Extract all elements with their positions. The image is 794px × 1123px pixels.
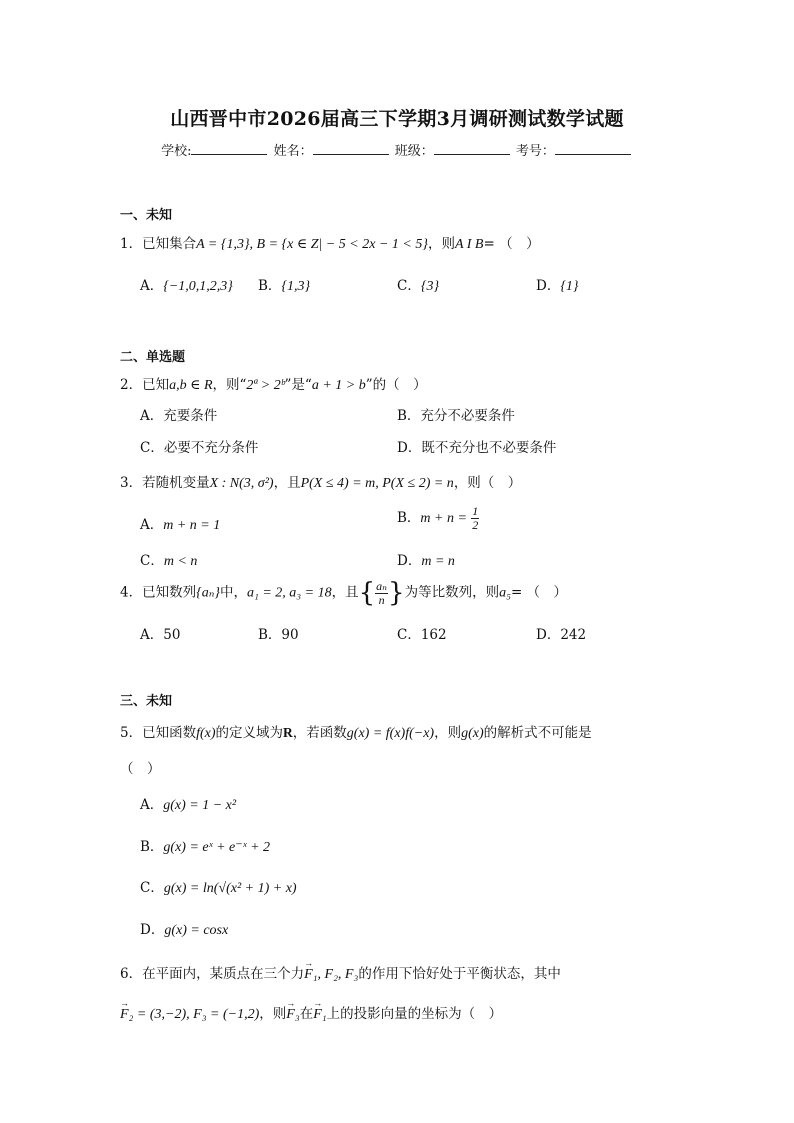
option-c <box>140 549 197 570</box>
stem-math: 2ª > 2ᵇ <box>246 378 285 393</box>
stem-text: = （ ） <box>483 236 540 252</box>
option-label: C． <box>397 278 421 294</box>
question-number: 3． <box>120 475 143 491</box>
fraction-numerator: 1 <box>472 504 479 518</box>
class-blank <box>434 142 510 155</box>
stem-math: a₁ = 2, a₃ = 18 <box>246 585 332 601</box>
stem-math: g(x) = f(x)f(−x) <box>346 726 435 741</box>
fraction-an-over-n <box>375 580 388 607</box>
option-text: 充要条件 <box>163 408 218 424</box>
option-a <box>140 274 233 295</box>
stem-text: ，则 <box>427 236 455 252</box>
option-text: m < n <box>163 554 198 569</box>
option-text: {1} <box>560 279 579 294</box>
option-label: A． <box>140 517 164 533</box>
option-label: C． <box>140 880 164 896</box>
option-d <box>536 623 586 643</box>
stem-text: ，则（ ） <box>453 475 522 491</box>
option-label: B． <box>397 408 421 424</box>
stem-math: R <box>283 725 293 740</box>
stem-text: 已知函数 <box>142 725 197 741</box>
name-label: 姓名： <box>273 144 313 159</box>
fraction-denominator: n <box>378 592 385 607</box>
stem-math: A I B <box>454 237 484 252</box>
option-a <box>140 404 217 424</box>
section-heading: 二、单选题 <box>120 350 186 365</box>
question-number: 4． <box>120 584 143 601</box>
question-number: 2． <box>120 377 143 393</box>
question-number: 1． <box>120 236 143 252</box>
option-label: C． <box>140 440 164 456</box>
option-label: D． <box>397 440 422 456</box>
name-blank <box>313 142 389 155</box>
stem-math: g(x) <box>461 726 484 741</box>
option-d <box>397 549 455 570</box>
option-label: D． <box>536 627 561 643</box>
option-a <box>140 793 236 814</box>
option-text: 242 <box>560 627 587 643</box>
stem-math: → F₃ <box>286 1007 299 1023</box>
option-label: A． <box>140 627 164 643</box>
option-c <box>397 623 447 643</box>
option-text: {−1,0,1,2,3} <box>163 279 233 294</box>
option-text: m = n <box>421 554 455 569</box>
page-title: 山西晋中市2026届高三下学期3月调研测试数学试题 <box>170 108 624 130</box>
question-3-stem <box>120 471 521 492</box>
option-text: 既不充分也不必要条件 <box>421 440 557 456</box>
option-label: C． <box>397 627 421 643</box>
question-5-stem <box>120 721 592 742</box>
option-label: B． <box>397 510 421 526</box>
stem-math: f(x) <box>196 726 216 741</box>
question-6-stem <box>120 962 561 983</box>
option-text: 必要不充分条件 <box>163 440 259 456</box>
stem-text: ，则 <box>259 1006 287 1022</box>
right-brace: } <box>388 578 405 608</box>
option-label: B． <box>258 278 282 294</box>
option-text: g(x) = eˣ + e⁻ˣ + 2 <box>163 840 271 855</box>
question-4-stem <box>120 578 567 608</box>
stem-text: 上的投影向量的坐标为（ ） <box>326 1006 503 1022</box>
fraction-denominator: 2 <box>472 518 479 532</box>
option-label: A． <box>140 797 164 813</box>
option-text: m + n = 1 <box>163 518 221 533</box>
fraction-numerator: aₙ <box>376 578 388 593</box>
stem-text: ，则“ <box>212 377 247 393</box>
question-1-stem <box>120 232 540 253</box>
stem-math: X : N(3, σ²) <box>209 476 274 491</box>
stem-text: 为等比数列，则 <box>404 584 500 601</box>
option-text: 充分不必要条件 <box>420 408 515 424</box>
option-d <box>536 274 579 295</box>
stem-math: → F₁ <box>313 1007 326 1023</box>
stem-text: 已知数列 <box>142 584 197 601</box>
option-d <box>397 436 556 456</box>
option-b <box>397 404 515 424</box>
option-text: {3} <box>420 279 440 294</box>
option-c <box>140 876 297 897</box>
stem-text: = （ ） <box>510 584 568 601</box>
id-blank <box>555 142 631 155</box>
option-label: D． <box>397 553 422 569</box>
option-a <box>140 513 220 534</box>
stem-text: 中， <box>219 584 247 601</box>
student-info-row <box>0 140 794 159</box>
option-text: 162 <box>420 627 447 643</box>
option-a <box>140 623 180 643</box>
question-number: 5． <box>120 725 143 741</box>
stem-text: 的解析式不可能是 <box>483 725 592 741</box>
option-text: g(x) = 1 − x² <box>163 798 237 813</box>
option-b <box>397 505 479 532</box>
stem-text: ，且 <box>273 475 301 491</box>
school-blank <box>191 142 267 155</box>
stem-math: a + 1 > b <box>311 378 366 393</box>
stem-math: → F₂ = (3,−2), F₃ = (−1,2) <box>120 1007 259 1023</box>
section-heading: 三、未知 <box>120 694 173 709</box>
option-label: A． <box>140 278 164 294</box>
stem-math: → F₁, F₂, F₃ <box>304 967 358 983</box>
stem-text: 若随机变量 <box>142 475 210 491</box>
option-c <box>140 436 258 456</box>
option-label: A． <box>140 408 164 424</box>
question-number: 6． <box>120 966 143 982</box>
stem-text: ”是“ <box>284 377 312 393</box>
stem-math: A = {1,3}, B = {x ∈ Z| − 5 < 2x − 1 < 5} <box>196 237 428 252</box>
fraction-one-half <box>471 505 479 532</box>
left-brace: { <box>358 578 376 608</box>
option-b <box>258 274 310 295</box>
stem-text: ，若函数 <box>292 725 347 741</box>
option-b <box>258 623 299 643</box>
stem-text: 的定义域为 <box>215 725 284 741</box>
id-label: 考号： <box>515 144 555 159</box>
stem-math: a₅ <box>499 585 511 601</box>
option-label: C． <box>140 553 164 569</box>
option-text: m + n = <box>420 511 467 526</box>
option-label: D． <box>140 922 165 938</box>
option-label: D． <box>536 278 561 294</box>
class-label: 班级： <box>394 144 434 159</box>
option-text: g(x) = cosx <box>164 923 229 938</box>
option-text: 90 <box>281 627 299 643</box>
stem-text: 已知 <box>142 377 170 393</box>
question-6-stem-line2 <box>120 1002 502 1023</box>
option-c <box>397 274 439 295</box>
option-d <box>140 918 228 939</box>
option-b <box>140 835 270 856</box>
section-heading: 一、未知 <box>120 208 173 223</box>
stem-text: 在平面内，某质点在三个力 <box>142 966 305 982</box>
school-label: 学校: <box>161 144 192 159</box>
option-text: {1,3} <box>281 279 311 294</box>
option-label: B． <box>140 839 164 855</box>
question-2-stem <box>120 373 427 394</box>
stem-math: P(X ≤ 4) = m, P(X ≤ 2) = n <box>300 476 454 491</box>
question-5-stem-line2: （ ） <box>120 761 161 777</box>
stem-text: ，则 <box>434 725 462 741</box>
stem-math: {aₙ} <box>196 585 220 601</box>
option-label: B． <box>258 627 282 643</box>
stem-text: 在 <box>299 1006 314 1022</box>
stem-math: a,b ∈ R <box>169 378 213 393</box>
stem-text: ，且 <box>331 584 359 601</box>
stem-text: 的作用下恰好处于平衡状态，其中 <box>358 966 561 982</box>
stem-text: ”的（ ） <box>365 377 427 393</box>
option-text: 50 <box>163 627 181 643</box>
option-text: g(x) = ln(√(x² + 1) + x) <box>163 881 297 896</box>
stem-text: 已知集合 <box>142 236 197 252</box>
